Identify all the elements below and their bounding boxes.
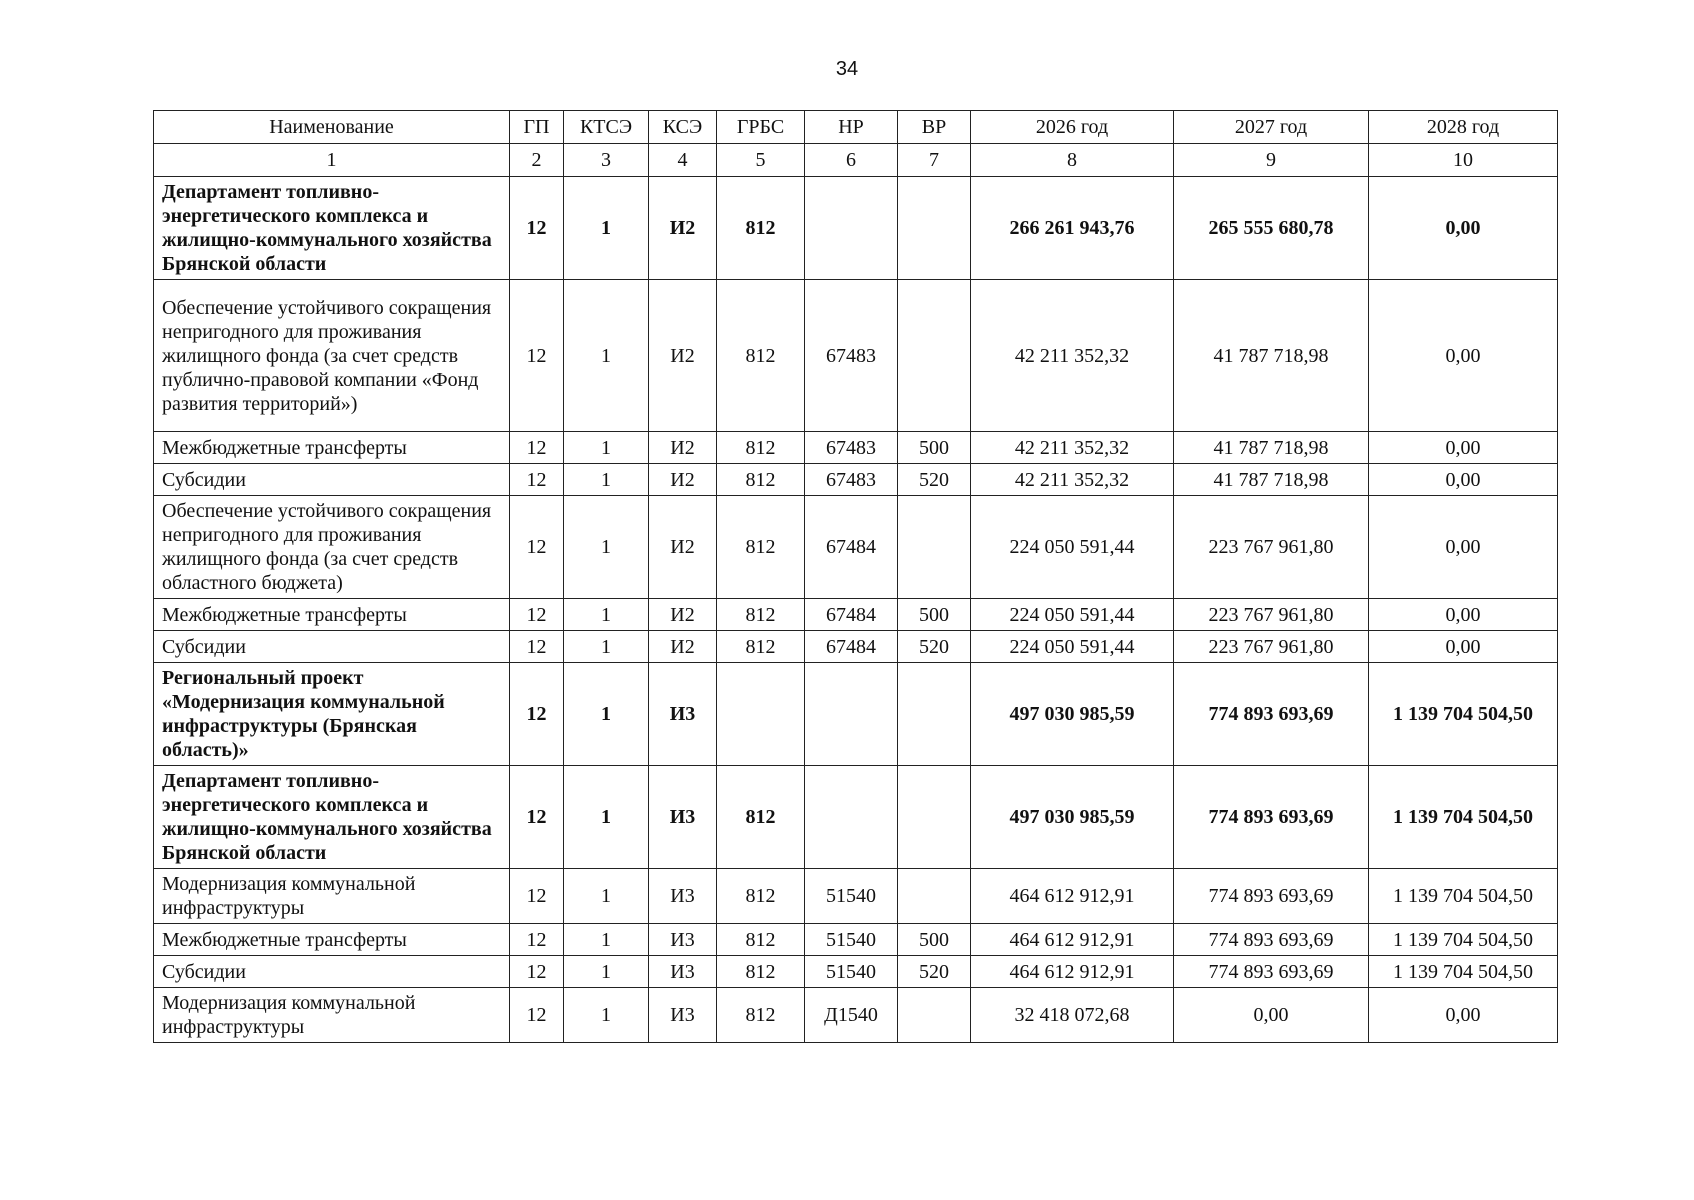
table-cell: 67484 bbox=[805, 599, 898, 631]
row-name-cell: Департамент топливно-энергетического комплекса и жилищно-коммунального хозяйства Брянской области bbox=[154, 766, 510, 869]
table-cell bbox=[898, 280, 971, 432]
table-cell: 1 139 704 504,50 bbox=[1369, 956, 1558, 988]
column-number: 1 bbox=[154, 144, 510, 177]
table-cell: И2 bbox=[649, 280, 717, 432]
table-row bbox=[154, 599, 1558, 631]
table-cell: 812 bbox=[717, 177, 805, 280]
table-cell: 0,00 bbox=[1369, 280, 1558, 432]
table-cell: 497 030 985,59 bbox=[971, 766, 1174, 869]
table-cell: 41 787 718,98 bbox=[1174, 464, 1369, 496]
table-cell: 812 bbox=[717, 766, 805, 869]
table-cell: 224 050 591,44 bbox=[971, 631, 1174, 663]
table-cell: 0,00 bbox=[1369, 432, 1558, 464]
table-cell: 1 bbox=[564, 988, 649, 1043]
row-name-cell: Департамент топливно-энергетического комплекса и жилищно-коммунального хозяйства Брянской области bbox=[154, 177, 510, 280]
column-header: ГРБС bbox=[717, 111, 805, 144]
column-header: ВР bbox=[898, 111, 971, 144]
table-cell: 12 bbox=[510, 177, 564, 280]
row-name-cell: Модернизация коммунальной инфраструктуры bbox=[154, 869, 510, 924]
table-cell: 812 bbox=[717, 432, 805, 464]
column-header: НР bbox=[805, 111, 898, 144]
column-number: 10 bbox=[1369, 144, 1558, 177]
table-cell: 1 bbox=[564, 280, 649, 432]
table-row bbox=[154, 663, 1558, 766]
table-cell: 12 bbox=[510, 496, 564, 599]
column-header: КТСЭ bbox=[564, 111, 649, 144]
table-cell bbox=[898, 496, 971, 599]
table-cell: 12 bbox=[510, 280, 564, 432]
table-cell bbox=[898, 663, 971, 766]
table-cell bbox=[898, 869, 971, 924]
table-cell: 223 767 961,80 bbox=[1174, 599, 1369, 631]
table-row bbox=[154, 177, 1558, 280]
table-cell: И2 bbox=[649, 599, 717, 631]
row-name-cell: Субсидии bbox=[154, 631, 510, 663]
table-cell: 42 211 352,32 bbox=[971, 280, 1174, 432]
table-cell: И2 bbox=[649, 177, 717, 280]
column-number-row bbox=[154, 144, 1558, 177]
table-row bbox=[154, 766, 1558, 869]
table-cell: 67483 bbox=[805, 432, 898, 464]
table-cell bbox=[898, 988, 971, 1043]
table-cell: 51540 bbox=[805, 869, 898, 924]
table-cell: 12 bbox=[510, 869, 564, 924]
table-cell: 812 bbox=[717, 988, 805, 1043]
table-cell: 812 bbox=[717, 464, 805, 496]
table-cell: 464 612 912,91 bbox=[971, 869, 1174, 924]
table-cell: И2 bbox=[649, 631, 717, 663]
table-row bbox=[154, 496, 1558, 599]
table-cell: 1 bbox=[564, 631, 649, 663]
table-cell: 12 bbox=[510, 988, 564, 1043]
table-cell: 67483 bbox=[805, 280, 898, 432]
table-cell: 497 030 985,59 bbox=[971, 663, 1174, 766]
row-name-cell: Обеспечение устойчивого сокращения непригодного для проживания жилищного фонда (за счет средств публично-правовой компании «Фонд развития территорий») bbox=[154, 280, 510, 432]
table-row bbox=[154, 464, 1558, 496]
table-cell: 1 139 704 504,50 bbox=[1369, 663, 1558, 766]
table-cell: 774 893 693,69 bbox=[1174, 766, 1369, 869]
table-row bbox=[154, 956, 1558, 988]
budget-table bbox=[153, 110, 1558, 1043]
table-cell: 812 bbox=[717, 599, 805, 631]
column-header: 2026 год bbox=[971, 111, 1174, 144]
table-cell: 1 bbox=[564, 464, 649, 496]
table-cell: И3 bbox=[649, 988, 717, 1043]
table-cell: И2 bbox=[649, 496, 717, 599]
table-row bbox=[154, 631, 1558, 663]
table-cell: 0,00 bbox=[1369, 988, 1558, 1043]
table-cell: 1 bbox=[564, 496, 649, 599]
table-cell: 224 050 591,44 bbox=[971, 496, 1174, 599]
table-cell: 774 893 693,69 bbox=[1174, 924, 1369, 956]
table-cell: И3 bbox=[649, 924, 717, 956]
table-cell: 223 767 961,80 bbox=[1174, 496, 1369, 599]
table-cell: 520 bbox=[898, 464, 971, 496]
row-name-cell: Межбюджетные трансферты bbox=[154, 924, 510, 956]
table-cell: 774 893 693,69 bbox=[1174, 869, 1369, 924]
table-cell: 812 bbox=[717, 924, 805, 956]
table-cell: 12 bbox=[510, 432, 564, 464]
table-row bbox=[154, 432, 1558, 464]
column-header: 2027 год bbox=[1174, 111, 1369, 144]
table-cell: 12 bbox=[510, 663, 564, 766]
column-number: 7 bbox=[898, 144, 971, 177]
table-cell: 223 767 961,80 bbox=[1174, 631, 1369, 663]
table-cell: 265 555 680,78 bbox=[1174, 177, 1369, 280]
table-cell: 1 bbox=[564, 766, 649, 869]
table-cell: 67483 bbox=[805, 464, 898, 496]
table-cell: 1 bbox=[564, 177, 649, 280]
table-cell: 1 139 704 504,50 bbox=[1369, 924, 1558, 956]
table-cell: 41 787 718,98 bbox=[1174, 432, 1369, 464]
column-header: 2028 год bbox=[1369, 111, 1558, 144]
column-header: ГП bbox=[510, 111, 564, 144]
table-cell: 1 bbox=[564, 663, 649, 766]
column-number: 5 bbox=[717, 144, 805, 177]
column-number: 9 bbox=[1174, 144, 1369, 177]
table-cell: 1 bbox=[564, 869, 649, 924]
table-cell: И3 bbox=[649, 869, 717, 924]
table-cell: 1 bbox=[564, 924, 649, 956]
table-row bbox=[154, 869, 1558, 924]
table-cell: 500 bbox=[898, 924, 971, 956]
table-cell: И2 bbox=[649, 432, 717, 464]
table-cell bbox=[805, 177, 898, 280]
table-cell: 500 bbox=[898, 599, 971, 631]
table-cell: 0,00 bbox=[1369, 496, 1558, 599]
table-cell: 12 bbox=[510, 766, 564, 869]
table-cell: 0,00 bbox=[1369, 599, 1558, 631]
table-cell bbox=[805, 766, 898, 869]
table-cell: 42 211 352,32 bbox=[971, 464, 1174, 496]
table-cell: 520 bbox=[898, 631, 971, 663]
table-cell: 12 bbox=[510, 631, 564, 663]
table-cell: 12 bbox=[510, 599, 564, 631]
table-cell: 51540 bbox=[805, 924, 898, 956]
table-cell: 500 bbox=[898, 432, 971, 464]
table-cell: 266 261 943,76 bbox=[971, 177, 1174, 280]
table-cell bbox=[717, 663, 805, 766]
column-number: 6 bbox=[805, 144, 898, 177]
table-cell bbox=[898, 177, 971, 280]
row-name-cell: Модернизация коммунальной инфраструктуры bbox=[154, 988, 510, 1043]
table-header-row bbox=[154, 111, 1558, 144]
table-cell: 67484 bbox=[805, 631, 898, 663]
table-cell: 1 bbox=[564, 956, 649, 988]
table-cell: И3 bbox=[649, 766, 717, 869]
table-cell: 1 bbox=[564, 432, 649, 464]
page-number: 34 bbox=[835, 58, 859, 80]
table-cell bbox=[805, 663, 898, 766]
table-cell: 41 787 718,98 bbox=[1174, 280, 1369, 432]
row-name-cell: Субсидии bbox=[154, 956, 510, 988]
table-cell bbox=[898, 766, 971, 869]
table-cell: Д1540 bbox=[805, 988, 898, 1043]
table-cell: 774 893 693,69 bbox=[1174, 956, 1369, 988]
table-cell: И3 bbox=[649, 663, 717, 766]
column-header: Наименование bbox=[154, 111, 510, 144]
table-cell: 12 bbox=[510, 464, 564, 496]
table-cell: 12 bbox=[510, 924, 564, 956]
table-cell: 51540 bbox=[805, 956, 898, 988]
table-cell: 464 612 912,91 bbox=[971, 924, 1174, 956]
table-row bbox=[154, 924, 1558, 956]
table-cell: 812 bbox=[717, 631, 805, 663]
table-cell: 1 139 704 504,50 bbox=[1369, 869, 1558, 924]
table-cell: 32 418 072,68 bbox=[971, 988, 1174, 1043]
table-cell: 0,00 bbox=[1369, 631, 1558, 663]
table-cell: 464 612 912,91 bbox=[971, 956, 1174, 988]
table-cell: 774 893 693,69 bbox=[1174, 663, 1369, 766]
table-cell: 1 bbox=[564, 599, 649, 631]
row-name-cell: Региональный проект «Модернизация коммунальной инфраструктуры (Брянская область)» bbox=[154, 663, 510, 766]
table-cell: 12 bbox=[510, 956, 564, 988]
table-cell: 0,00 bbox=[1369, 177, 1558, 280]
table-body bbox=[154, 177, 1558, 1043]
column-number: 2 bbox=[510, 144, 564, 177]
table-cell: 67484 bbox=[805, 496, 898, 599]
column-number: 8 bbox=[971, 144, 1174, 177]
table-cell: 812 bbox=[717, 280, 805, 432]
table-cell: 1 139 704 504,50 bbox=[1369, 766, 1558, 869]
table-cell: 224 050 591,44 bbox=[971, 599, 1174, 631]
table-cell: 0,00 bbox=[1369, 464, 1558, 496]
table-cell: 42 211 352,32 bbox=[971, 432, 1174, 464]
row-name-cell: Межбюджетные трансферты bbox=[154, 432, 510, 464]
table-cell: 812 bbox=[717, 956, 805, 988]
column-number: 3 bbox=[564, 144, 649, 177]
column-header: КСЭ bbox=[649, 111, 717, 144]
column-number: 4 bbox=[649, 144, 717, 177]
table-cell: 812 bbox=[717, 496, 805, 599]
row-name-cell: Обеспечение устойчивого сокращения непригодного для проживания жилищного фонда (за счет средств областного бюджета) bbox=[154, 496, 510, 599]
table-cell: 812 bbox=[717, 869, 805, 924]
table-cell: И2 bbox=[649, 464, 717, 496]
table-row bbox=[154, 988, 1558, 1043]
table-cell: И3 bbox=[649, 956, 717, 988]
table-row bbox=[154, 280, 1558, 432]
row-name-cell: Межбюджетные трансферты bbox=[154, 599, 510, 631]
table-cell: 0,00 bbox=[1174, 988, 1369, 1043]
row-name-cell: Субсидии bbox=[154, 464, 510, 496]
table-cell: 520 bbox=[898, 956, 971, 988]
